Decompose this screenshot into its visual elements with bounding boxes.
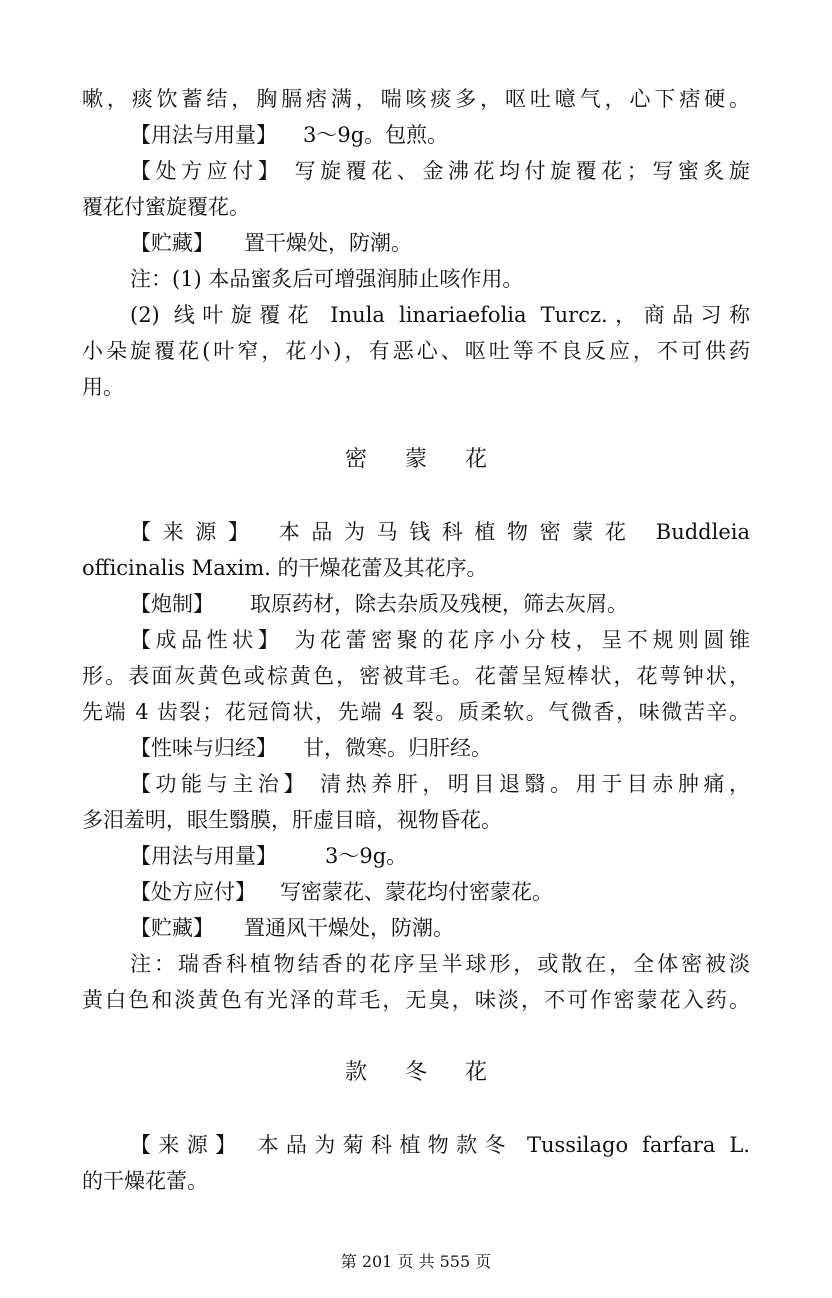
function-text: 清热养肝，明目退翳。用于目赤肿痛， [320,772,750,796]
note-line: 黄白色和淡黄色有光泽的茸毛，无臭，味淡，不可作密蒙花入药。 [82,988,750,1012]
text-line: 覆花付蜜旋覆花。 [82,195,250,219]
title-char: 冬 [404,1060,427,1085]
storage-text: 置干燥处，防潮。 [244,231,412,255]
nature-label: 【性味与归经】 [130,736,277,760]
prescription-text: 写密蒙花、蒙花均付密蒙花。 [280,880,553,904]
description-text: 为花蕾密聚的花序小分枝，呈不规则圆锥 [294,628,750,652]
storage-label: 【贮藏】 [130,916,214,940]
note-line: (2) 线叶旋覆花 Inula linariaefolia Turcz.，商品习称 [130,303,750,327]
text-line: officinalis Maxim. 的干燥花蕾及其花序。 [82,556,488,580]
note-line: 注：瑞香科植物结香的花序呈半球形，或散在，全体密被淡 [130,952,750,976]
prescription-line [130,874,750,910]
title-char: 密 [344,447,367,472]
nature-line [130,730,750,766]
source-line [130,1127,750,1163]
usage-line [130,838,750,874]
function-line [130,766,750,802]
title-char: 蒙 [404,447,427,472]
storage-text: 置通风干燥处，防潮。 [244,916,454,940]
usage-label: 【用法与用量】 [130,844,277,868]
title-char: 花 [465,447,488,472]
prescription-label: 【处方应付】 [130,159,284,183]
note-line: 小朵旋覆花(叶窄，花小)，有恶心、呕吐等不良反应，不可供药 [82,339,750,363]
usage-line [130,117,750,153]
description-label: 【成品性状】 [130,628,284,652]
section-title-kuandonghua [0,1055,832,1091]
usage-text: 3～9g。包煎。 [303,123,449,147]
source-text: 本品为马钱科植物密蒙花 Buddleia [278,520,750,544]
page-footer: 第 201 页 共 555 页 [340,1252,492,1271]
note-line: 用。 [82,375,124,399]
source-label: 【来源】 [130,1133,244,1157]
function-label: 【功能与主治】 [130,772,309,796]
text-line: 的干燥花蕾。 [82,1169,208,1193]
title-char: 款 [344,1060,367,1085]
processing-label: 【炮制】 [130,592,214,616]
processing-text: 取原药材，除去杂质及残梗，筛去灰屑。 [250,592,628,616]
source-text: 本品为菊科植物款冬 Tussilago farfara L. [257,1133,751,1157]
nature-text: 甘，微寒。归肝经。 [303,736,492,760]
processing-line [130,586,750,622]
source-line [130,514,750,550]
note-line: 注：(1) 本品蜜炙后可增强润肺止咳作用。 [130,267,524,291]
description-line [130,622,750,658]
source-label: 【来源】 [130,520,261,544]
storage-line [130,225,750,261]
section-title-mimenghua [0,442,832,478]
prescription-text: 写旋覆花、金沸花均付旋覆花；写蜜炙旋 [294,159,750,183]
text-line: 多泪羞明，眼生翳膜，肝虚目暗，视物昏花。 [82,808,502,832]
usage-label: 【用法与用量】 [130,123,277,147]
text-line: 形。表面灰黄色或棕黄色，密被茸毛。花蕾呈短棒状，花萼钟状， [82,664,750,688]
prescription-line [130,153,750,189]
usage-text: 3～9g。 [325,844,408,868]
title-char: 花 [465,1060,488,1085]
text-line: 嗽，痰饮蓄结，胸膈痞满，喘咳痰多，呕吐噫气，心下痞硬。 [82,87,750,111]
storage-label: 【贮藏】 [130,231,214,255]
storage-line [130,910,750,946]
prescription-label: 【处方应付】 [130,880,256,904]
text-line: 先端 4 齿裂；花冠筒状，先端 4 裂。质柔软。气微香，味微苦辛。 [82,700,750,724]
